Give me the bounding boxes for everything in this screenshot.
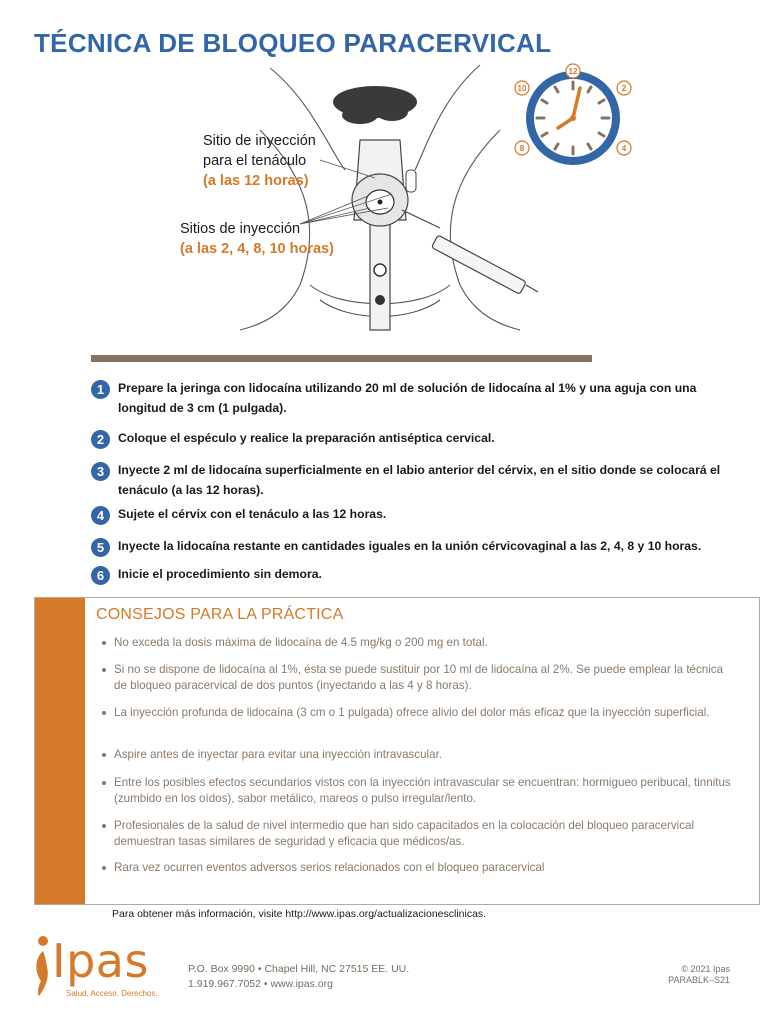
copyright-text: © 2021 Ipas bbox=[681, 964, 730, 974]
step-number-badge: 2 bbox=[91, 430, 110, 449]
step-item bbox=[91, 460, 741, 500]
step-text: Inyecte 2 ml de lidocaína superficialmente en el labio anterior del cérvix, en el sitio donde se colocará el tenáculo (a las 12 horas). bbox=[118, 463, 721, 497]
section-divider bbox=[91, 355, 592, 362]
step-number-badge: 3 bbox=[91, 462, 110, 481]
step-number-badge: 1 bbox=[91, 380, 110, 399]
logo-wordmark: Ipas bbox=[52, 934, 149, 988]
step-item bbox=[91, 428, 741, 449]
contact-info bbox=[188, 962, 409, 992]
clock-mark-4: 4 bbox=[621, 144, 627, 153]
clock-mark-10: 10 bbox=[517, 84, 527, 93]
tenaculum-label-time: (a las 12 horas) bbox=[203, 173, 309, 189]
tenaculum-label-line2: para el tenáculo bbox=[203, 153, 307, 169]
clock-icon bbox=[508, 60, 638, 175]
tenaculum-label-line1: Sitio de inyección bbox=[203, 133, 316, 149]
step-item bbox=[91, 564, 741, 585]
injection-sites-label bbox=[180, 219, 334, 259]
tip-item: No exceda la dosis máxima de lidocaína de 4.5 mg/kg o 200 mg en total. bbox=[114, 635, 734, 651]
clock-mark-12: 12 bbox=[568, 67, 578, 76]
step-number-badge: 6 bbox=[91, 566, 110, 585]
step-item bbox=[91, 378, 741, 418]
step-item bbox=[91, 504, 741, 525]
clock-mark-2: 2 bbox=[621, 84, 627, 93]
step-text: Inyecte la lidocaína restante en cantidades iguales en la unión cérvicovaginal a las 2, 4, 8 y 10 horas. bbox=[118, 539, 702, 553]
tip-item: Aspire antes de inyectar para evitar una inyección intravascular. bbox=[114, 747, 734, 763]
step-number-badge: 4 bbox=[91, 506, 110, 525]
tips-accent-bar bbox=[35, 598, 85, 904]
step-text: Sujete el cérvix con el tenáculo a las 12 horas. bbox=[118, 507, 387, 521]
step-text: Prepare la jeringa con lidocaína utilizando 20 ml de solución de lidocaína al 1% y una aguja con una longitud de 3 cm (1 pulgada). bbox=[118, 381, 697, 415]
logo-tagline: Salud. Acceso. Derechos. bbox=[66, 989, 158, 998]
practice-tips-box bbox=[34, 597, 760, 905]
phone-web-text: 1.919.967.7052 • www.ipas.org bbox=[188, 978, 333, 990]
step-text: Coloque el espéculo y realice la preparación antiséptica cervical. bbox=[118, 431, 495, 445]
document-code: PARABLK–S21 bbox=[668, 975, 730, 985]
page-title: TÉCNICA DE BLOQUEO PARACERVICAL bbox=[34, 28, 552, 58]
clock-mark-8: 8 bbox=[519, 144, 525, 153]
logo-figure-icon bbox=[32, 933, 54, 997]
more-info-link[interactable]: Para obtener más información, visite http://www.ipas.org/actualizacionesclinicas. bbox=[112, 908, 487, 920]
tip-item: Si no se dispone de lidocaína al 1%, ésta se puede sustituir por 10 ml de lidocaína al 2%. Se puede emplear la técnica de bloqueo paracervical de dos puntos (inyectando a las 4 y 8 horas). bbox=[114, 662, 734, 694]
tips-title: CONSEJOS PARA LA PRÁCTICA bbox=[96, 606, 344, 623]
tip-item: Profesionales de la salud de nivel intermedio que han sido capacitados en la colocación del bloqueo paracervical demuestran tasas similares de seguridad y eficacia que médicos/as. bbox=[114, 818, 734, 850]
tip-item: Rara vez ocurren eventos adversos serios relacionados con el bloqueo paracervical bbox=[114, 860, 734, 876]
injection-label-line1: Sitios de inyección bbox=[180, 221, 301, 237]
step-text: Inicie el procedimiento sin demora. bbox=[118, 567, 322, 581]
step-number-badge: 5 bbox=[91, 538, 110, 557]
step-item bbox=[91, 536, 741, 557]
tip-item: La inyección profunda de lidocaína (3 cm o 1 pulgada) ofrece alivio del dolor más eficaz que la inyección superficial. bbox=[114, 705, 734, 721]
tip-item: Entre los posibles efectos secundarios vistos con la inyección intravascular se encuentran: hormigueo peribucal, tinnitus (zumbido en los oídos), sabor metálico, mareos o pulso irregular/lento. bbox=[114, 775, 734, 807]
address-text: P.O. Box 9990 • Chapel Hill, NC 27515 EE. UU. bbox=[188, 963, 410, 975]
injection-label-times: (a las 2, 4, 8, 10 horas) bbox=[180, 241, 334, 257]
copyright-block bbox=[640, 964, 730, 986]
speculum-illustration bbox=[170, 60, 560, 345]
tenaculum-site-label bbox=[203, 131, 316, 191]
